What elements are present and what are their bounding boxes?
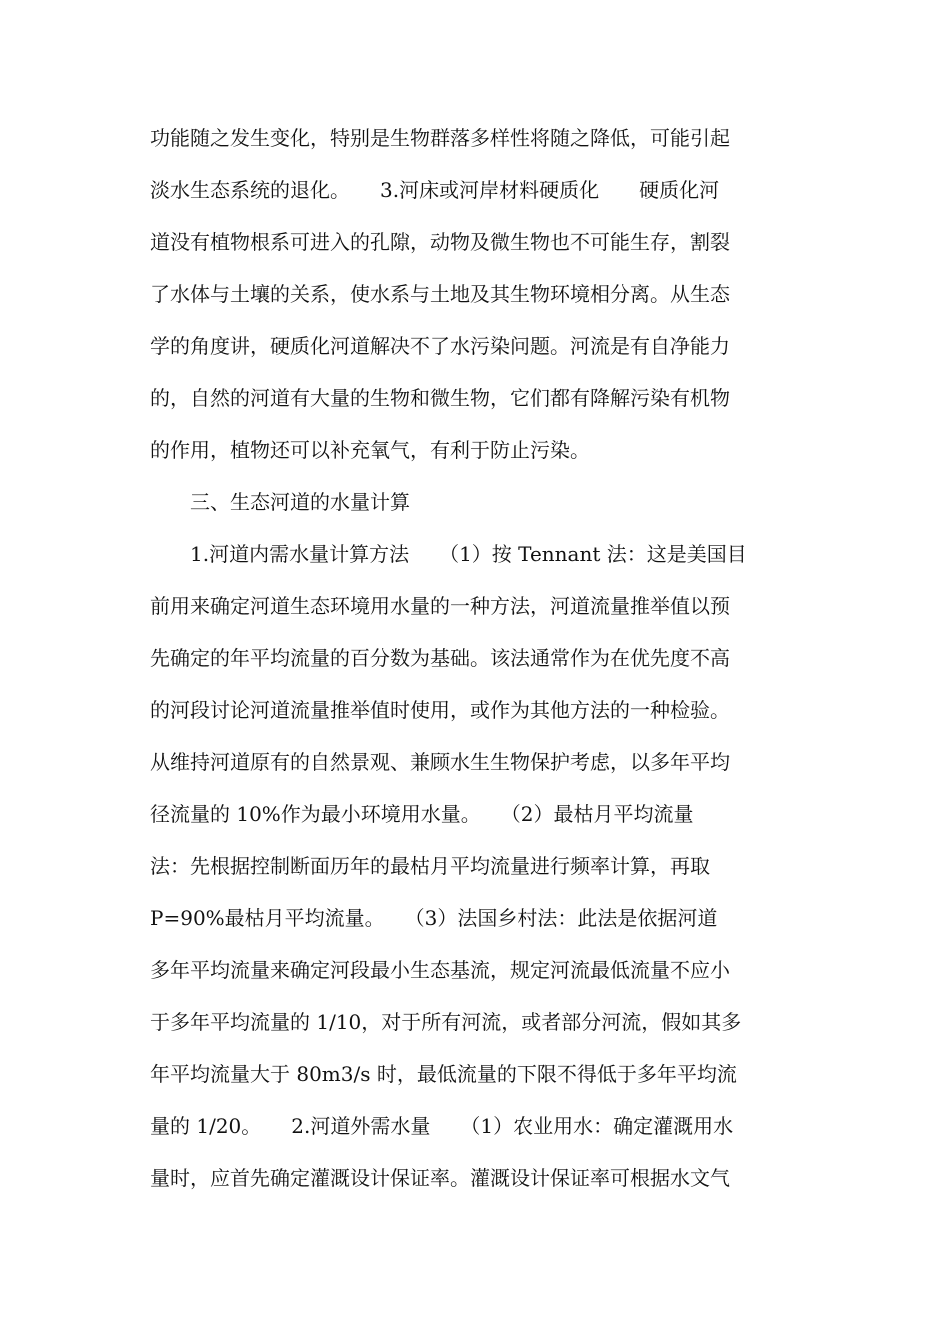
paragraph-line: 道没有植物根系可进入的孔隙，动物及微生物也不可能生存，割裂 <box>150 230 730 254</box>
paragraph-line: 从维持河道原有的自然景观、兼顾水生生物保护考虑，以多年平均 <box>150 750 730 774</box>
paragraph-line: 量时，应首先确定灌溉设计保证率。灌溉设计保证率可根据水文气 <box>150 1166 730 1190</box>
paragraph-line: 年平均流量大于 80m3/s 时，最低流量的下限不得低于多年平均流 <box>150 1062 737 1086</box>
paragraph-line: 量的 1/20。 2.河道外需水量 （1）农业用水：确定灌溉用水 <box>150 1114 734 1138</box>
paragraph-line: 的作用，植物还可以补充氧气，有利于防止污染。 <box>150 438 590 462</box>
paragraph-line: 的河段讨论河道流量推举值时使用，或作为其他方法的一种检验。 <box>150 698 730 722</box>
section-heading: 三、生态河道的水量计算 <box>150 490 410 514</box>
paragraph-line: 先确定的年平均流量的百分数为基础。该法通常作为在优先度不高 <box>150 646 730 670</box>
paragraph-line: P=90%最枯月平均流量。 （3）法国乡村法：此法是依据河道 <box>150 906 718 930</box>
paragraph-line: 1.河道内需水量计算方法 （1）按 Tennant 法：这是美国目 <box>150 542 747 566</box>
paragraph-line: 法：先根据控制断面历年的最枯月平均流量进行频率计算，再取 <box>150 854 710 878</box>
paragraph-line: 的，自然的河道有大量的生物和微生物，它们都有降解污染有机物 <box>150 386 730 410</box>
paragraph-line: 学的角度讲，硬质化河道解决不了水污染问题。河流是有自净能力 <box>150 334 730 358</box>
paragraph-line: 于多年平均流量的 1/10，对于所有河流，或者部分河流，假如其多 <box>150 1010 742 1034</box>
paragraph-line: 淡水生态系统的退化。 3.河床或河岸材料硬质化 硬质化河 <box>150 178 720 202</box>
paragraph-line: 多年平均流量来确定河段最小生态基流，规定河流最低流量不应小 <box>150 958 730 982</box>
paragraph-line: 前用来确定河道生态环境用水量的一种方法，河道流量推举值以预 <box>150 594 730 618</box>
paragraph-line: 功能随之发生变化，特别是生物群落多样性将随之降低，可能引起 <box>150 126 730 150</box>
paragraph-line: 了水体与土壤的关系，使水系与土地及其生物环境相分离。从生态 <box>150 282 730 306</box>
paragraph-line: 径流量的 10%作为最小环境用水量。 （2）最枯月平均流量 <box>150 802 694 826</box>
